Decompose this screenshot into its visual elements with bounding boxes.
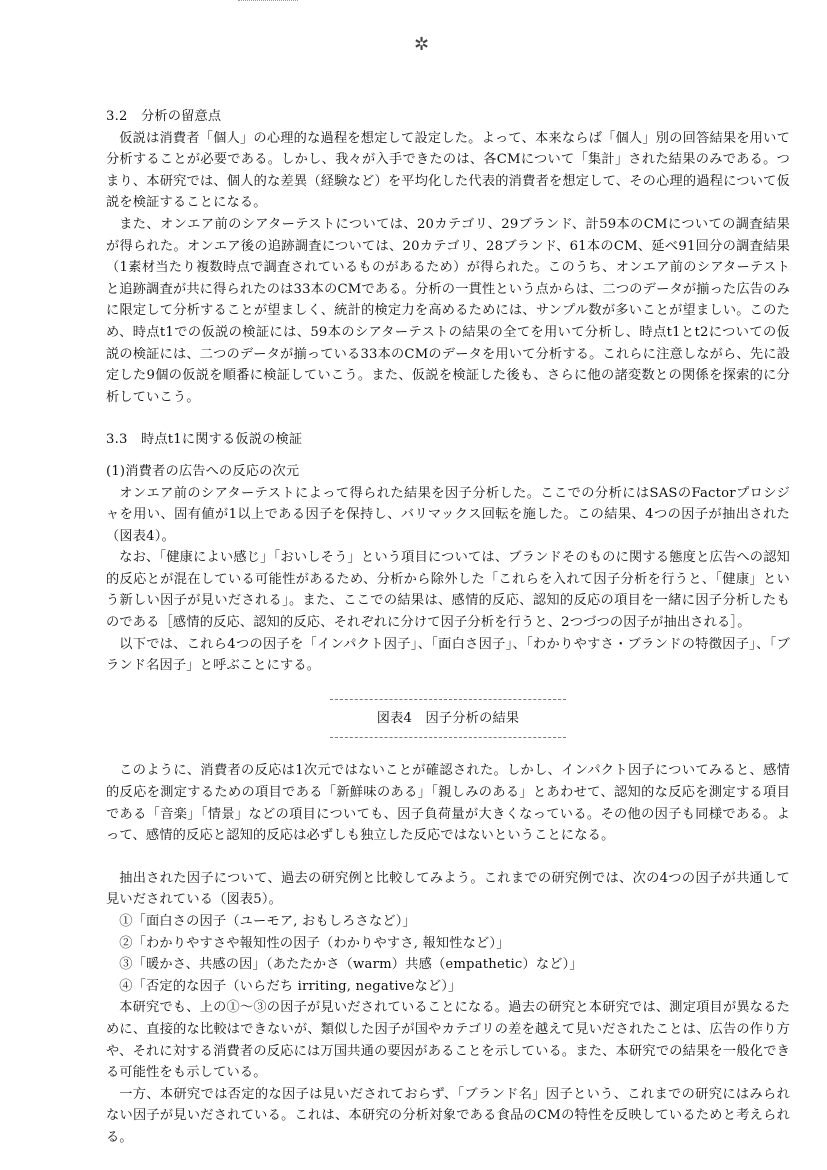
section-3-2-heading: 3.2 分析の留意点 [106,109,222,124]
section-3-3-heading: 3.3 時点t1に関する仮説の検証 [106,432,303,448]
factor-list-item: ②「わかりやすさや報知性の因子（わかりやすさ, 報知性など）」 [119,935,510,951]
section-3-3-subheading: (1)消費者の広告への反応の次元 [106,463,300,479]
discussion-paragraph-2: 抽出された因子について、過去の研究例と比較してみよう。これまでの研究例では、次の4つの因子が共通して見いだされている（図表5）。 [106,870,790,908]
scan-mark [238,0,298,3]
section-3-3-paragraph-3: 以下では、これら4つの因子を「インパクト因子」、「面白さ因子」、「わかりやすさ・ブランドの特徴因子」、「ブランド名因子」と呼ぶことにする。 [106,636,790,674]
factor-list-item: ④「否定的な因子（いらだち irriting, negativeなど）」 [119,978,462,994]
section-3-2-paragraph-2: また、オンエア前のシアターテストについては、20カテゴリ、29ブランド、計59本のCMについての調査結果が得られた。オンエア後の追跡調査については、20カテゴリ、28ブランド、61本のCM、延べ91回分の調査結果（1素材当たり複数時点で調査されているものがあるため）が得られた。このうち、オンエア前のシアターテストと追跡調査が共に得られたのは33本のCMである。分析の一貫性という点からは、二つのデータが揃った広告のみに限定して分析することが望ましく、統計的検定力を高めるためには、サンプル数が多いことが望ましい。このため、時点t1での仮説の検証には、59本のシアターテストの結果の全てを用いて分析し、時点t1とt2についての仮説の検証には、二つのデータが揃っている33本のCMのデータを用いて分析する。これらに注意しながら、先に設定した9個の仮説を順番に検証していこう。また、仮説を検証した後も、さらに他の諸変数との関係を探索的に分析していこう。 [106,216,790,405]
section-3-3-paragraph-1: オンエア前のシアターテストによって得られた結果を因子分析した。ここでの分析にはSASのFactorプロシジャを用い、固有値が1以上である因子を保持し、バリマックス回転を施した。この結果、4つの因子が抽出された（図表4）。 [106,485,790,544]
section-3-3-paragraph-2: なお、「健康によい感じ」「おいしそう」という項目については、ブランドそのものに関する態度と広告への認知的反応とが混在している可能性があるため、分析から除外した「これらを入れて因子分析を行うと、「健康」という新しい因子が見いだされる」。また、ここでの結果は、感情的反応、認知的反応の項目を一緒に因子分析したものである［感情的反応、認知的反応、それぞれに分けて因子分析を行うと、2つづつの因子が抽出される］。 [106,550,790,631]
figure-4-caption: 図表4 因子分析の結果 [376,710,520,726]
scan-stamp-icon: ✲ [414,34,430,55]
factor-list-item: ③「暖かさ、共感の因」（あたたかさ（warm）共感（empathetic）など）」 [119,957,583,973]
section-3-2-paragraph-1: 仮説は消費者「個人」の心理的な過程を想定して設定した。よって、本来ならば「個人」別の回答結果を用いて分析することが必要である。しかし、我々が入手できたのは、各CMについて「集計」された結果のみである。つまり、本研究では、個人的な差異（経験など）を平均化した代表的消費者を想定して、その心理的過程について仮説を検証することになる。 [106,130,790,211]
factor-list [106,911,790,997]
factor-list-item: ①「面白さの因子（ユーモア, おもしろさなど）」 [119,914,416,929]
discussion-paragraph-4: 一方、本研究では否定的な因子は見いだされておらず、「ブランド名」因子という、これまでの研究にはみられない因子が見いだされている。これは、本研究の分析対象である食品のCMの特性を反映しているためと考えられる。 [106,1086,790,1145]
discussion-paragraph-3: 本研究でも、上の①～③の因子が見いだされていることになる。過去の研究と本研究では、測定項目が異なるために、直接的な比較はできないが、類似した因子が国やカテゴリの差を越えて見いだされたことは、広告の作り方や、それに対する消費者の反応には万国共通の要因があることを示している。また、本研究での結果を一般化できる可能性をも示している。 [106,1000,790,1081]
discussion-paragraph-1: このように、消費者の反応は1次元ではないことが確認された。しかし、インパクト因子についてみると、感情的反応を測定するための項目である「新鮮味のある」「親しみのある」とあわせて、認知的な反応を測定する項目である「音楽」「情景」などの項目についても、因子負荷量が大きくなっている。その他の因子も同様である。よって、感情的反応と認知的反応は必ずしも独立した反応ではないということになる。 [106,763,790,844]
document-body [106,106,790,1149]
figure-top-rule [330,699,566,700]
